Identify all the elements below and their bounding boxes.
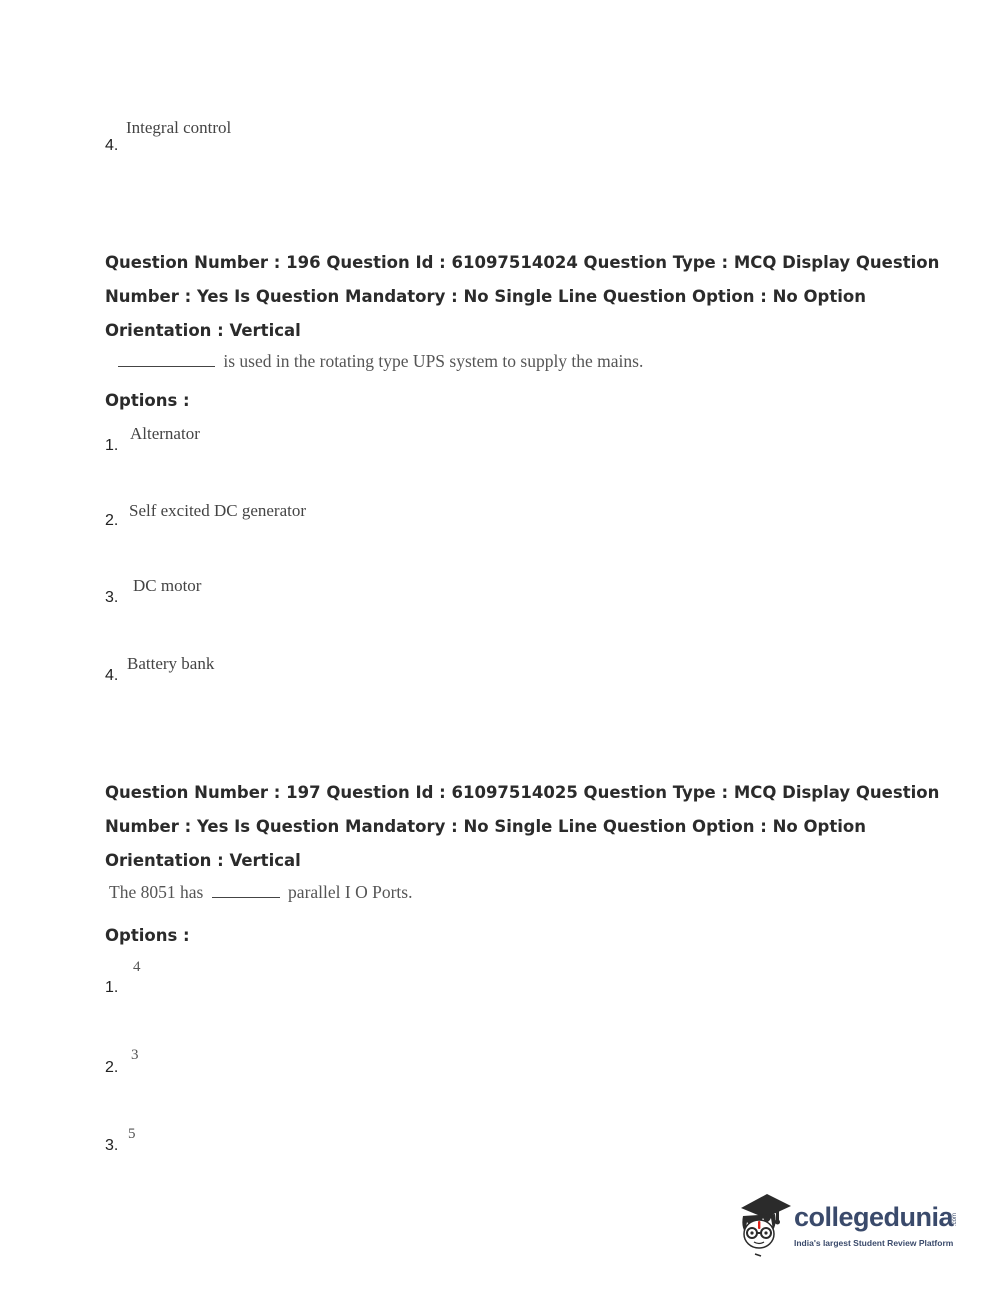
mascot-icon xyxy=(735,1188,793,1258)
question-197-text-after: parallel I O Ports. xyxy=(288,882,413,902)
question-196-meta xyxy=(105,246,940,348)
question-197-text-row xyxy=(109,882,412,903)
logo-domain-suffix: .com xyxy=(952,1213,958,1227)
question-196-text-row xyxy=(118,351,643,372)
question-196-options-label: Options : xyxy=(105,391,190,410)
q196-option-2-number: 2. xyxy=(105,512,119,529)
q196-option-1-number: 1. xyxy=(105,437,119,454)
q197-option-3-text: 5 xyxy=(128,1126,136,1142)
q196-option-3-number: 3. xyxy=(105,589,119,606)
logo-tagline: India's largest Student Review Platform xyxy=(794,1238,954,1248)
q197-option-1-text: 4 xyxy=(133,959,141,975)
question-196-meta-line3: Orientation : Vertical xyxy=(105,321,301,340)
q197-option-2-text: 3 xyxy=(131,1047,139,1063)
q197-option-2-number: 2. xyxy=(105,1059,119,1076)
question-197-meta xyxy=(105,776,940,878)
question-196-meta-line1: Question Number : 196 Question Id : 61097514024 Question Type : MCQ Display Question xyxy=(105,253,940,272)
question-196-meta-line2: Number : Yes Is Question Mandatory : No Single Line Question Option : No Option xyxy=(105,287,866,306)
prev-option-4-text: Integral control xyxy=(126,118,232,137)
question-197-meta-line2: Number : Yes Is Question Mandatory : No Single Line Question Option : No Option xyxy=(105,817,866,836)
question-197-meta-line1: Question Number : 197 Question Id : 61097514025 Question Type : MCQ Display Question xyxy=(105,783,940,802)
q196-option-2-text: Self excited DC generator xyxy=(129,501,307,520)
collegedunia-logo xyxy=(735,1188,965,1260)
question-196-text: is used in the rotating type UPS system to supply the mains. xyxy=(223,351,644,371)
fill-in-blank xyxy=(212,883,280,898)
q196-option-4-number: 4. xyxy=(105,667,119,684)
q197-option-1-number: 1. xyxy=(105,979,119,996)
logo-brand-text: collegedunia xyxy=(794,1202,954,1232)
prev-option-4-number: 4. xyxy=(105,137,119,154)
question-197-text-before: The 8051 has xyxy=(109,882,204,902)
question-197-options-label: Options : xyxy=(105,926,190,945)
q196-option-3-text: DC motor xyxy=(133,576,202,595)
q196-option-4-text: Battery bank xyxy=(127,654,215,673)
q197-option-3-number: 3. xyxy=(105,1137,119,1154)
fill-in-blank xyxy=(118,352,215,367)
q196-option-1-text: Alternator xyxy=(130,424,200,443)
question-197-meta-line3: Orientation : Vertical xyxy=(105,851,301,870)
